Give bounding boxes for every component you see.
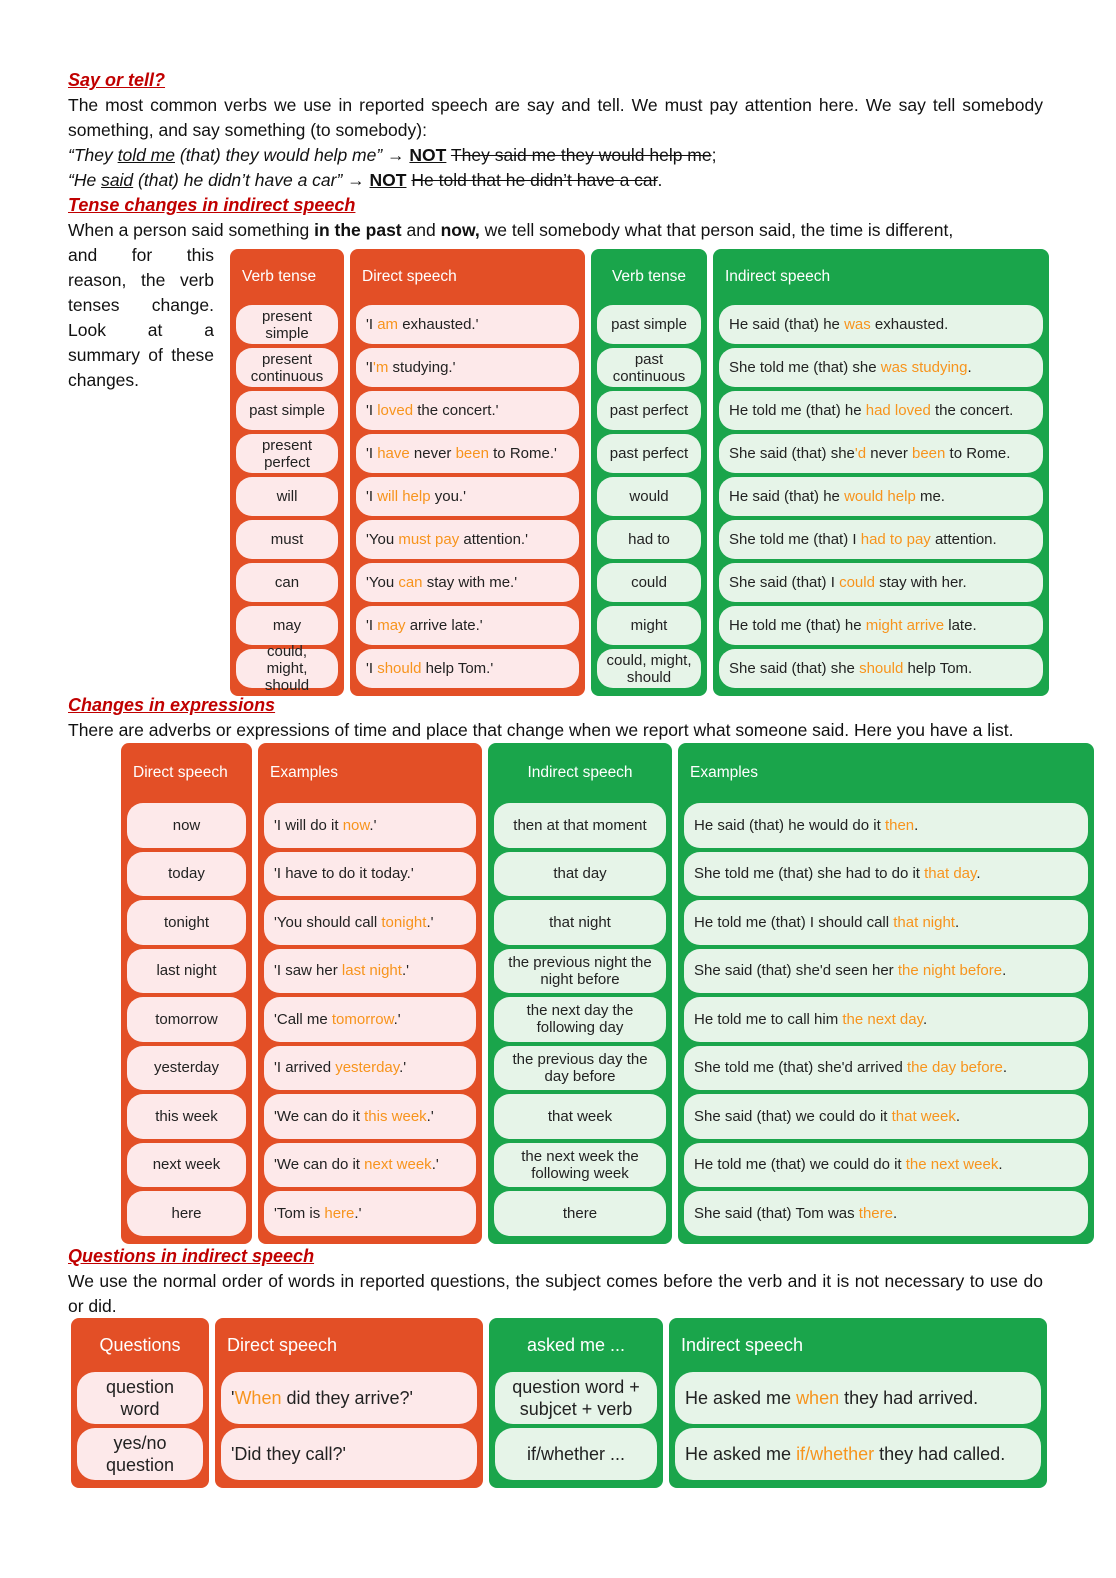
tense-cell: present continuous <box>236 348 338 387</box>
column-header: Indirect speech <box>725 268 831 285</box>
tense-cell: past simple <box>236 391 338 430</box>
expressions-cell: next week <box>127 1143 246 1188</box>
column-header: Indirect speech <box>527 764 633 781</box>
column-header: Examples <box>270 764 339 781</box>
tense-cell: 'I may arrive late.' <box>356 606 579 645</box>
questions-heading: Questions in indirect speech <box>68 1246 315 1266</box>
questions-cell: yes/no question <box>77 1428 203 1480</box>
tense-cell: will <box>236 477 338 516</box>
tense-cell: 'You must pay attention.' <box>356 520 579 559</box>
expressions-cell: 'We can do it this week.' <box>264 1094 476 1139</box>
tense-cell: 'I'm studying.' <box>356 348 579 387</box>
tense-cell: had to <box>597 520 701 559</box>
expressions-cell: 'I arrived yesterday.' <box>264 1046 476 1091</box>
tense-cell: 'I am exhausted.' <box>356 305 579 344</box>
tense-cell: would <box>597 477 701 516</box>
tense-cell: must <box>236 520 338 559</box>
expressions-cell: that day <box>494 852 666 897</box>
tense-cell: 'I have never been to Rome.' <box>356 434 579 473</box>
tense-cell: She told me (that) she was studying. <box>719 348 1043 387</box>
expressions-cell: 'I saw her last night.' <box>264 949 476 994</box>
tense-cell: She said (that) I could stay with her. <box>719 563 1043 602</box>
document-page <box>68 68 1043 243</box>
tense-cell: present simple <box>236 305 338 344</box>
tense-column-2 <box>350 249 585 696</box>
questions-column-2 <box>215 1318 483 1488</box>
expressions-cell: the previous night the night before <box>494 949 666 994</box>
expressions-cell: this week <box>127 1094 246 1139</box>
column-header: Direct speech <box>362 268 457 285</box>
tense-cell: could, might, should <box>236 649 338 688</box>
tense-cell: 'I should help Tom.' <box>356 649 579 688</box>
tense-cell: He told me (that) he might arrive late. <box>719 606 1043 645</box>
expressions-cell: then at that moment <box>494 803 666 848</box>
tense-cell: past perfect <box>597 391 701 430</box>
expressions-cell: He told me (that) I should call that night. <box>684 900 1088 945</box>
questions-column-4 <box>669 1318 1047 1488</box>
tense-side-text: and for this reason, the verb tenses change. Look at a summary of these changes. <box>68 245 214 390</box>
say-tell-example-2: “He said (that) he didn’t have a car” → NOT He told that he didn’t have a car. <box>68 170 663 190</box>
expressions-cell: yesterday <box>127 1046 246 1091</box>
column-header: Verb tense <box>611 268 687 285</box>
expressions-cell: He told me (that) we could do it the next week. <box>684 1143 1088 1188</box>
tense-cell: past simple <box>597 305 701 344</box>
tense-cell: past perfect <box>597 434 701 473</box>
arrow-icon: → <box>342 170 370 190</box>
column-header: Questions <box>99 1334 181 1355</box>
tense-cell: could, might, should <box>597 649 701 688</box>
column-header: Indirect speech <box>681 1334 804 1355</box>
tense-column-1 <box>230 249 344 696</box>
tense-cell: She said (that) she'd never been to Rome. <box>719 434 1043 473</box>
tense-cell: He said (that) he would help me. <box>719 477 1043 516</box>
expressions-cell: that night <box>494 900 666 945</box>
expressions-cell: She said (that) Tom was there. <box>684 1191 1088 1236</box>
tense-cell: She told me (that) I had to pay attention. <box>719 520 1043 559</box>
tense-cell: 'I will help you.' <box>356 477 579 516</box>
tense-cell: present perfect <box>236 434 338 473</box>
column-header: Direct speech <box>227 1334 338 1355</box>
column-header: Examples <box>690 764 759 781</box>
tense-table <box>230 249 1049 696</box>
expressions-section <box>68 693 1043 743</box>
expressions-heading: Changes in expressions <box>68 695 276 715</box>
questions-cell: He asked me if/whether they had called. <box>675 1428 1041 1480</box>
expressions-cell: tomorrow <box>127 997 246 1042</box>
questions-cell: 'Did they call?' <box>221 1428 477 1480</box>
expressions-cell: that week <box>494 1094 666 1139</box>
tense-intro: When a person said something in the past and now, we tell somebody what that person said, the time is different, <box>68 220 954 240</box>
tense-cell: She said (that) she should help Tom. <box>719 649 1043 688</box>
expressions-column-1 <box>121 743 252 1244</box>
expressions-cell: She told me (that) she'd arrived the day before. <box>684 1046 1088 1091</box>
arrow-icon: → <box>382 145 410 165</box>
expressions-cell: He told me to call him the next day. <box>684 997 1088 1042</box>
expressions-cell: He said (that) he would do it then. <box>684 803 1088 848</box>
expressions-cell: She told me (that) she had to do it that day. <box>684 852 1088 897</box>
expressions-cell: there <box>494 1191 666 1236</box>
expressions-cell: 'Tom is here.' <box>264 1191 476 1236</box>
expressions-column-2 <box>258 743 482 1244</box>
expressions-cell: 'We can do it next week.' <box>264 1143 476 1188</box>
expressions-cell: the next day the following day <box>494 997 666 1042</box>
expressions-cell: 'You should call tonight.' <box>264 900 476 945</box>
expressions-cell: here <box>127 1191 246 1236</box>
tense-cell: He told me (that) he had loved the concert. <box>719 391 1043 430</box>
tense-cell: 'I loved the concert.' <box>356 391 579 430</box>
questions-cell: question word + subjcet + verb <box>495 1372 657 1424</box>
tense-cell: might <box>597 606 701 645</box>
questions-cell: if/whether ... <box>495 1428 657 1480</box>
say-tell-example-1: “They told me (that) they would help me” → NOT They said me they would help me; <box>68 145 717 165</box>
questions-section <box>68 1244 1043 1319</box>
tense-cell: past continuous <box>597 348 701 387</box>
tense-column-4 <box>713 249 1049 696</box>
tense-heading: Tense changes in indirect speech <box>68 195 356 215</box>
expressions-table <box>121 743 1094 1244</box>
expressions-cell: 'I will do it now.' <box>264 803 476 848</box>
tense-cell: 'You can stay with me.' <box>356 563 579 602</box>
expressions-cell: today <box>127 852 246 897</box>
questions-intro: We use the normal order of words in reported questions, the subject comes before the verb and it is not necessary to use do or did. <box>68 1271 1043 1316</box>
expressions-intro: There are adverbs or expressions of time and place that change when we report what someone said. Here you have a list. <box>68 720 1014 740</box>
questions-cell: 'When did they arrive?' <box>221 1372 477 1424</box>
tense-cell: He said (that) he was exhausted. <box>719 305 1043 344</box>
expressions-cell: tonight <box>127 900 246 945</box>
tense-cell: may <box>236 606 338 645</box>
expressions-cell: the next week the following week <box>494 1143 666 1188</box>
expressions-column-3 <box>488 743 672 1244</box>
expressions-cell: last night <box>127 949 246 994</box>
tense-cell: could <box>597 563 701 602</box>
expressions-cell: She said (that) we could do it that week. <box>684 1094 1088 1139</box>
questions-cell: He asked me when they had arrived. <box>675 1372 1041 1424</box>
column-header: asked me ... <box>526 1334 626 1355</box>
expressions-column-4 <box>678 743 1094 1244</box>
column-header: Direct speech <box>133 764 228 781</box>
expressions-cell: the previous day the day before <box>494 1046 666 1091</box>
expressions-cell: She said (that) she'd seen her the night before. <box>684 949 1088 994</box>
tense-column-3 <box>591 249 707 696</box>
expressions-cell: 'I have to do it today.' <box>264 852 476 897</box>
column-header: Verb tense <box>242 268 317 285</box>
questions-table <box>71 1318 1047 1488</box>
questions-cell: question word <box>77 1372 203 1424</box>
expressions-cell: now <box>127 803 246 848</box>
questions-column-1 <box>71 1318 209 1488</box>
say-tell-heading: Say or tell? <box>68 70 166 90</box>
say-tell-intro: The most common verbs we use in reported speech are say and tell. We must pay attention here. We say tell somebody something, and say something (to somebody): <box>68 95 1043 140</box>
expressions-cell: 'Call me tomorrow.' <box>264 997 476 1042</box>
questions-column-3 <box>489 1318 663 1488</box>
tense-cell: can <box>236 563 338 602</box>
